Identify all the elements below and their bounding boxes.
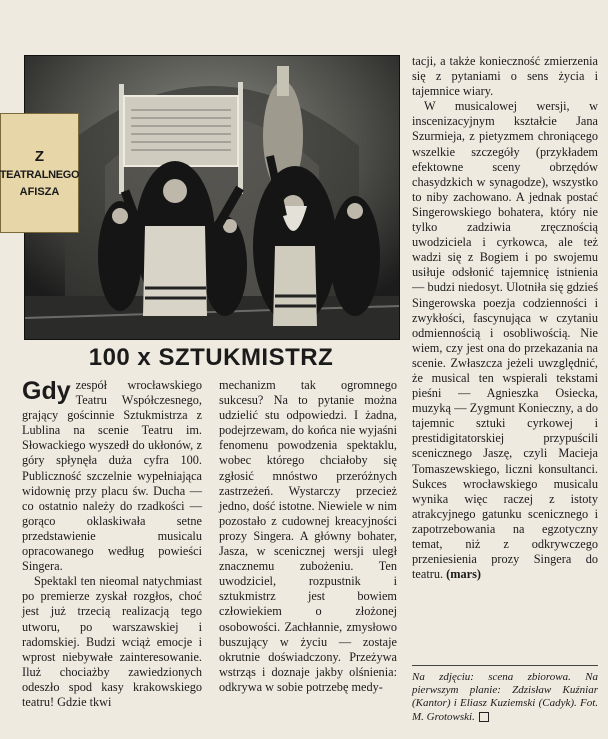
paragraph-2: Spektakl ten nieomal natychmiast po premierze zyskał rozgłos, choć jest już trzecią realizacją tego utworu, po warszawskiej i radomskiej. Budzi wciąż emocje i wprost niebywałe zainteresowanie. Iluż chociażby zawiedzionych odeszło spod kasy krakowskiego teatru! Gdzie tkwi [22,574,202,709]
photo-caption [412,671,598,724]
caption-divider [412,665,598,666]
author-signature: (mars) [446,567,481,582]
photo-illustration [25,56,399,339]
article-column-1 [22,378,202,710]
badge-line-1: Z [34,147,45,165]
paragraph-3: mechanizm tak ogromnego sukcesu? Na to pytanie można udzielić stu odpowiedzi. I żadna, podejrzewam, do końca nie wyjaśni fenomenu powodzenia spektaklu, wobec którego chciałoby się zgłosić mnóstwo przeróżnych zastrzeżeń. Wystarczy przecież jedno, dość istotne. Niewiele w nim pozostało z cudownej kreacyjności prozy Singera. A główny bohater, Jasza, w scenicznej wersji uległ znacznemu zubożeniu. Ten uwodziciel, rozpustnik i sztukmistrz jest bowiem człowiekiem o złożonej osobowości. Zachłannie, zmysłowo buszujący w życiu — zostaje okrutnie doświadczony. Przeżywa wstrząs i doznaje jakby olśnienia: odkrywa w sobie potrzebę medy- [219,378,397,694]
badge-line-2: TEATRALNEGO [0,168,80,181]
caption-text: Na zdjęciu: scena zbiorowa. Na pierwszym planie: Zdzisław Kuźniar (Kantor) i Eliasz Kuziemski (Cadyk). Fot. M. Grotowski. [412,671,598,723]
drop-cap: Gdy [22,377,71,405]
article-headline: 100 x SZTUKMISTRZ [88,344,334,371]
paragraph-5 [412,99,598,582]
paragraph-1-text: zespół wrocławskiego Teatru Współczesnego, grający gościnnie Sztukmistrza z Lublina na scenie Teatru im. Słowackiego wyszedł do ukłonów, z góry spłynęła duża cyfra 100. Publiczność szczelnie wypełniająca widownię przy placu św. Ducha — co ostatnio należy do rzadkości — gorąco oklaskiwała setne przedstawienie musicalu opracowanego według powieści Singera. [22,378,202,574]
scene-photo [24,55,400,340]
badge-line-3: AFISZA [19,185,60,198]
paragraph-5-text: W musicalowej wersji, w inscenizacyjnym kształcie Jana Szurmieja, z pietyzmem chroniącego wszelkie szczegóły (przykładem efektowne sceny obrzędów chasydzkich w synagodze), wszystko to niby zachowano. A jednak postać Singerowskiego bohatera, który nie tylko zadziwia zręcznością uwodziciela i cyrkowca, ale też wadzi się z Bogiem i po swojemu usiłuje odsłonić tajemnicę istnienia — budzi niedosyt. Ulotniła się gdzieś Singerowska poezja codzienności i zwykłości, fascynująca w czytaniu odmiennością i osobliwością. Nie wiem, czy jest ona do przekazania na scenie. Zwłaszcza jeżeli uwzględnić, że musical ten wspierali tekstami pieśni — Agnieszka Osiecka, muzyką — Zygmunt Konieczny, a do tajemnic sztuki cyrkowej i prestidigitatorskiej przypuścili scenicznego Jaszę, czyli Macieja Tomaszewskiego, liczni konsultanci. Sukces wrocławskiego musicalu wynika więc raczej z istoty atrakcyjnego gatunku scenicznego i zapotrzebowania na egzotyczny temat, niż z odkrywczego przeniesienia prozy Singera do teatru. [412,99,598,582]
paragraph-4: tacji, a także konieczność zmierzenia się z pytaniami o sens życia i tajemnice wiary. [412,54,598,99]
section-badge [0,113,79,233]
paragraph-1 [22,378,202,574]
article-column-2 [219,378,397,695]
end-mark-icon [479,712,489,722]
article-column-3 [412,54,598,582]
